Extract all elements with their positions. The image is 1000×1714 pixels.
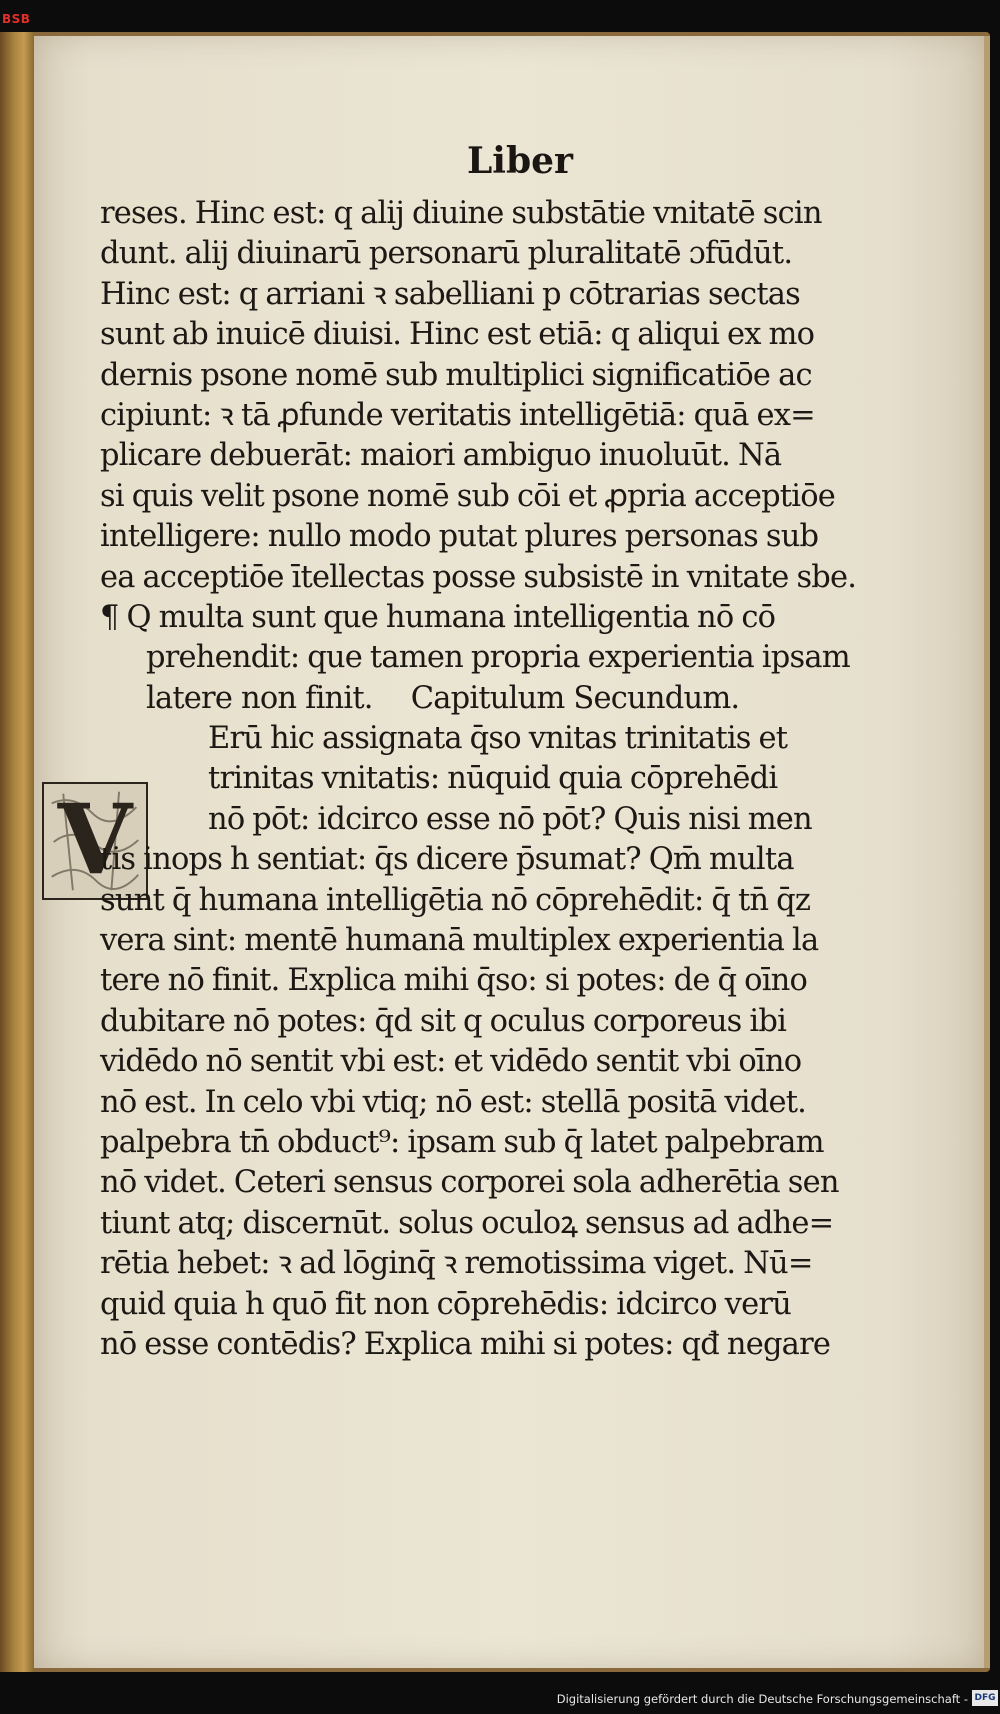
text-line: vera sint: mentē humanā multiplex experientia la <box>100 923 819 959</box>
text-line: ea acceptiōe ītellectas posse subsistē in vnitate sbe. <box>100 559 857 595</box>
text-line: Erū hic assignata q̄so vnitas trinitatis et <box>208 721 788 757</box>
text-line: trinitas vnitatis: nūquid quia cōprehēdi <box>208 761 778 797</box>
text-line: intelligere: nullo modo putat plures personas sub <box>100 519 819 555</box>
funding-note: Digitalisierung gefördert durch die Deutsche Forschungsgemeinschaft - <box>556 1692 968 1706</box>
text-line: nō esse contēdis? Explica mihi si potes: qđ negare <box>100 1326 831 1362</box>
text-line: tis inops h sentiat: q̄s dicere p̄sumat? Qm̄ multa <box>100 842 794 878</box>
text-line: dubitare nō potes: q̄d sit q oculus corporeus ibi <box>100 1003 787 1039</box>
dfg-logo: DFG <box>972 1690 998 1706</box>
book-spine <box>0 32 34 1672</box>
page-edge <box>984 36 990 1668</box>
text-line: tiunt atq; discernūt. solus oculoꝝ sensus ad adhe= <box>100 1205 834 1241</box>
running-head: Liber <box>466 140 574 182</box>
text-line: sunt ab inuicē diuisi. Hinc est etiā: q aliqui ex mo <box>100 317 815 353</box>
text-line: reses. Hinc est: q alij diuine substātie vnitatē scin <box>100 196 822 231</box>
chapter-heading: Capitulum Secundum. <box>410 680 740 716</box>
text-line: palpebra tn̄ obduct⁹: ipsam sub q̄ latet palpebram <box>100 1124 824 1160</box>
summary-line: ¶ Q multa sunt que humana intelligentia nō cō <box>100 599 776 635</box>
initial-letter: V <box>57 783 133 896</box>
summary-line-end: latere non finit. <box>146 680 373 716</box>
bsb-logo: BSB <box>2 12 31 26</box>
summary-line: prehendit: que tamen propria experientia ipsam <box>146 640 850 676</box>
text-line: dernis psone nomē sub multiplici significatiōe ac <box>100 357 812 393</box>
text-line: nō pōt: idcirco esse nō pōt? Quis nisi men <box>208 801 812 837</box>
page-text <box>100 128 920 1365</box>
text-line: cipiunt: ꝛ tā ꝓfunde veritatis intelligētiā: quā ex= <box>100 397 815 433</box>
text-line: rētia hebet: ꝛ ad lōginq̄ ꝛ remotissima viget. Nū= <box>100 1246 813 1282</box>
text-line: quid quia h quō fit non cōprehēdis: idcirco verū <box>100 1286 791 1322</box>
text-line: nō est. In celo vbi vtiq; nō est: stellā positā videt. <box>100 1084 807 1120</box>
text-line: nō videt. Ceteri sensus corporei sola adherētia sen <box>100 1165 839 1201</box>
text-line: tere nō finit. Explica mihi q̄so: si potes: de q̄ oīno <box>100 963 808 999</box>
text-line: Hinc est: q arriani ꝛ sabelliani p cōtrarias sectas <box>100 276 801 312</box>
text-line: vidēdo nō sentit vbi est: et vidēdo sentit vbi oīno <box>100 1044 802 1080</box>
text-line: plicare debuerāt: maiori ambiguo inuoluūt. Nā <box>100 438 782 474</box>
text-line: si quis velit psone nomē sub cōi et ꝓpria acceptiōe <box>100 478 836 514</box>
text-line: sunt q̄ humana intelligētia nō cōprehēdit: q̄ tn̄ q̄z <box>100 882 811 918</box>
text-line: dunt. alij diuinarū personarū pluralitatē ɔfūdūt. <box>100 236 793 272</box>
footer-bar <box>0 1684 1000 1714</box>
chapter-heading-line <box>100 679 920 719</box>
